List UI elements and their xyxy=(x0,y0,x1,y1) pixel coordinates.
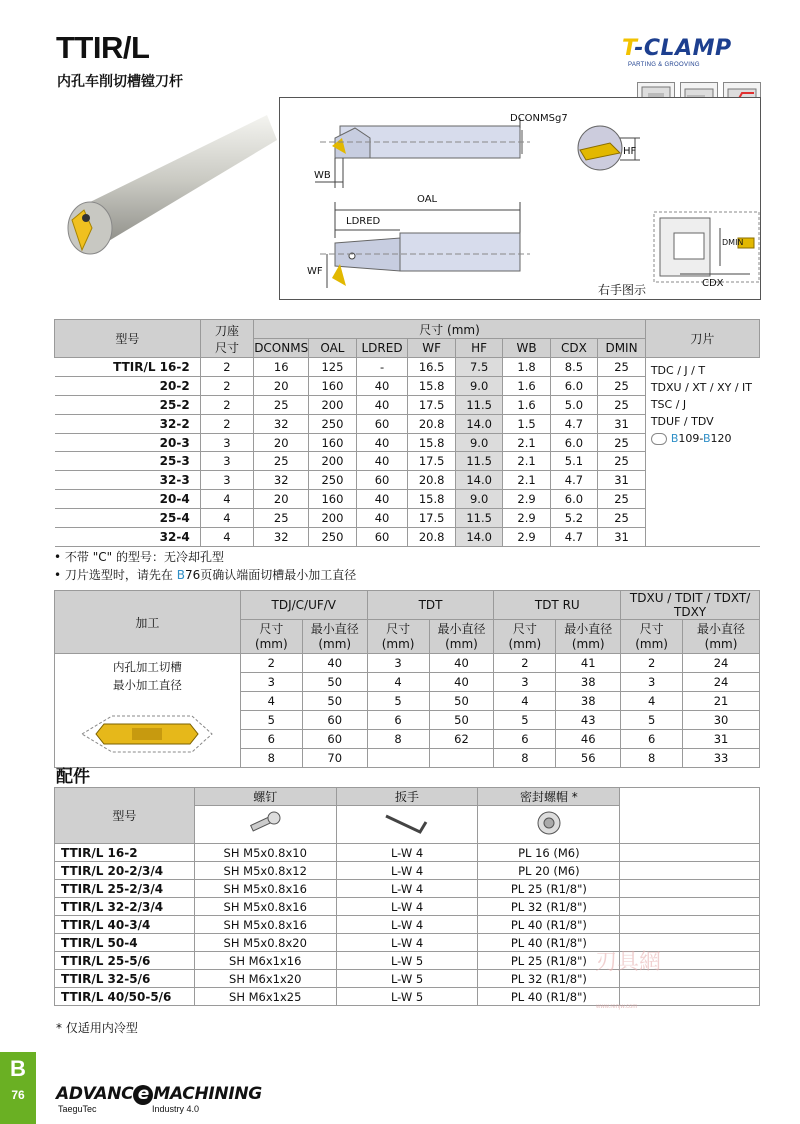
screw-cell: SH M5x0.8x16 xyxy=(194,880,336,898)
plug-cell: PL 40 (R1/8") xyxy=(478,988,620,1006)
proc-cell: 2 xyxy=(494,654,556,673)
dim-cell: 20.8 xyxy=(408,528,455,547)
min-diameter-table xyxy=(54,590,760,768)
dim-cell: 14.0 xyxy=(455,528,502,547)
watermark: 刃具網 xyxy=(595,950,662,975)
dim-cell: 125 xyxy=(309,358,356,377)
h-dmin: DMIN xyxy=(598,339,646,358)
dim-cell: 60 xyxy=(356,414,408,433)
spec-row xyxy=(55,358,760,377)
acc-blank-cell xyxy=(620,898,760,916)
plug-cell: PL 25 (R1/8") xyxy=(478,952,620,970)
acc-blank-cell xyxy=(620,862,760,880)
h-size: 尺寸 (mm) xyxy=(367,620,429,654)
dim-cell: 25 xyxy=(254,452,309,471)
h-group-tdtru: TDT RU xyxy=(494,591,621,620)
proc-cell: 2 xyxy=(240,654,302,673)
screw-cell: SH M5x0.8x16 xyxy=(194,916,336,934)
dim-cell: 25 xyxy=(598,433,646,452)
dim-cell: 7.5 xyxy=(455,358,502,377)
dim-cell: 40 xyxy=(356,376,408,395)
acc-blank-cell xyxy=(620,880,760,898)
proc-cell: 24 xyxy=(683,654,760,673)
acc-blank-cell xyxy=(620,844,760,862)
dim-cell: 16 xyxy=(254,358,309,377)
proc-cell: 30 xyxy=(683,711,760,730)
dim-cell: 40 xyxy=(356,509,408,528)
dim-cell: 40 xyxy=(356,433,408,452)
dim-cell: 25 xyxy=(598,509,646,528)
page-number: 76 xyxy=(11,1088,25,1102)
accessory-row xyxy=(55,898,760,916)
model-cell: 20-2 xyxy=(55,376,201,395)
h-size: 尺寸 (mm) xyxy=(621,620,683,654)
dim-cell: 200 xyxy=(309,509,356,528)
dim-cell: 250 xyxy=(309,414,356,433)
model-cell: 20-3 xyxy=(55,433,201,452)
label-dmin: DMIN xyxy=(722,238,744,247)
h-wrench: 扳手 xyxy=(336,788,478,806)
plug-cell: PL 40 (R1/8") xyxy=(478,916,620,934)
seat-cell: 2 xyxy=(200,358,253,377)
dim-cell: 6.0 xyxy=(550,490,597,509)
plug-cell: PL 40 (R1/8") xyxy=(478,934,620,952)
h-model: 型号 xyxy=(55,320,201,358)
proc-cell: 41 xyxy=(556,654,621,673)
acc-model-cell: TTIR/L 25-5/6 xyxy=(55,952,195,970)
proc-cell: 46 xyxy=(556,730,621,749)
dim-cell: 17.5 xyxy=(408,452,455,471)
screw-cell: SH M5x0.8x10 xyxy=(194,844,336,862)
acc-model-cell: TTIR/L 32-5/6 xyxy=(55,970,195,988)
acc-model-cell: TTIR/L 16-2 xyxy=(55,844,195,862)
dim-cell: 31 xyxy=(598,414,646,433)
h-ldred: LDRED xyxy=(356,339,408,358)
dim-cell: 250 xyxy=(309,528,356,547)
dim-cell: 14.0 xyxy=(455,471,502,490)
accessory-row xyxy=(55,916,760,934)
proc-cell: 40 xyxy=(429,673,494,692)
model-cell: 32-4 xyxy=(55,528,201,547)
h-min-diameter: 最小直径 (mm) xyxy=(683,620,760,654)
dim-cell: - xyxy=(356,358,408,377)
dim-cell: 40 xyxy=(356,395,408,414)
dim-cell: 25 xyxy=(598,490,646,509)
seat-cell: 3 xyxy=(200,433,253,452)
label-wf: WF xyxy=(307,266,323,277)
plug-cell: PL 32 (R1/8") xyxy=(478,970,620,988)
dim-cell: 25 xyxy=(254,509,309,528)
proc-cell: 6 xyxy=(494,730,556,749)
screw-icon xyxy=(194,806,336,844)
dim-cell: 4.7 xyxy=(550,528,597,547)
seat-cell: 4 xyxy=(200,509,253,528)
dim-cell: 4.7 xyxy=(550,471,597,490)
dim-cell: 32 xyxy=(254,414,309,433)
dim-cell: 32 xyxy=(254,471,309,490)
proc-cell: 70 xyxy=(302,749,367,768)
dim-cell: 25 xyxy=(598,395,646,414)
spec-table xyxy=(54,319,760,547)
dim-cell: 20.8 xyxy=(408,414,455,433)
proc-cell: 50 xyxy=(429,692,494,711)
proc-cell: 40 xyxy=(429,654,494,673)
dim-cell: 17.5 xyxy=(408,395,455,414)
dim-cell: 6.0 xyxy=(550,433,597,452)
wrench-cell: L-W 5 xyxy=(336,952,478,970)
proc-cell: 50 xyxy=(302,692,367,711)
magnifier-icon xyxy=(651,433,667,445)
taegutec-text: TaeguTec xyxy=(58,1104,97,1114)
screw-cell: SH M6x1x16 xyxy=(194,952,336,970)
dim-cell: 32 xyxy=(254,528,309,547)
proc-cell: 8 xyxy=(621,749,683,768)
proc-cell: 6 xyxy=(367,711,429,730)
dim-cell: 20.8 xyxy=(408,471,455,490)
proc-cell: 8 xyxy=(494,749,556,768)
proc-cell: 2 xyxy=(621,654,683,673)
wrench-cell: L-W 4 xyxy=(336,880,478,898)
label-wb: WB xyxy=(314,170,331,181)
proc-cell: 4 xyxy=(240,692,302,711)
accessories-title: 配件 xyxy=(56,767,90,787)
dim-cell: 2.9 xyxy=(503,509,550,528)
proc-cell: 60 xyxy=(302,711,367,730)
proc-cell: 3 xyxy=(240,673,302,692)
h-wb: WB xyxy=(503,339,550,358)
h-group-tdt: TDT xyxy=(367,591,494,620)
proc-cell: 33 xyxy=(683,749,760,768)
h-min-diameter: 最小直径 (mm) xyxy=(429,620,494,654)
h-group-tdj: TDJ/C/UF/V xyxy=(240,591,367,620)
note-coolant: • 不带 "C" 的型号：无冷却孔型 xyxy=(54,550,224,564)
h-min-diameter: 最小直径 (mm) xyxy=(556,620,621,654)
proc-cell: 50 xyxy=(302,673,367,692)
proc-cell: 5 xyxy=(494,711,556,730)
dim-cell: 160 xyxy=(309,433,356,452)
proc-cell: 43 xyxy=(556,711,621,730)
model-cell: 25-2 xyxy=(55,395,201,414)
seat-cell: 3 xyxy=(200,471,253,490)
dim-cell: 2.9 xyxy=(503,528,550,547)
h-min-diameter: 最小直径 (mm) xyxy=(302,620,367,654)
dim-cell: 8.5 xyxy=(550,358,597,377)
drawing-caption: 右手图示 xyxy=(598,283,647,297)
dim-cell: 2.9 xyxy=(503,490,550,509)
watermark-url: www.renjw.com xyxy=(596,1004,638,1010)
dim-cell: 2.1 xyxy=(503,433,550,452)
plug-cell: PL 20 (M6) xyxy=(478,862,620,880)
dim-cell: 31 xyxy=(598,471,646,490)
seat-cell: 2 xyxy=(200,414,253,433)
dim-cell: 17.5 xyxy=(408,509,455,528)
h-acc-model: 型号 xyxy=(55,788,195,844)
wrench-cell: L-W 5 xyxy=(336,988,478,1006)
proc-cell: 6 xyxy=(240,730,302,749)
model-cell: 32-2 xyxy=(55,414,201,433)
proc-cell: 62 xyxy=(429,730,494,749)
h-screw: 螺钉 xyxy=(194,788,336,806)
dim-cell: 9.0 xyxy=(455,376,502,395)
dim-cell: 11.5 xyxy=(455,509,502,528)
proc-cell: 31 xyxy=(683,730,760,749)
dim-cell: 20 xyxy=(254,490,309,509)
dim-cell: 15.8 xyxy=(408,490,455,509)
proc-cell: 5 xyxy=(240,711,302,730)
acc-blank-cell xyxy=(620,988,760,1006)
label-hf: HF xyxy=(623,146,637,157)
wrench-icon xyxy=(336,806,478,844)
dim-cell: 200 xyxy=(309,395,356,414)
proc-cell: 4 xyxy=(494,692,556,711)
proc-cell: 4 xyxy=(621,692,683,711)
h-process: 加工 xyxy=(55,591,241,654)
accessory-row xyxy=(55,880,760,898)
seat-cell: 2 xyxy=(200,395,253,414)
industry-text: Industry 4.0 xyxy=(152,1104,200,1114)
proc-cell: 60 xyxy=(302,730,367,749)
seat-cell: 3 xyxy=(200,452,253,471)
accessory-row xyxy=(55,844,760,862)
acc-model-cell: TTIR/L 40-3/4 xyxy=(55,916,195,934)
accessory-row xyxy=(55,988,760,1006)
proc-cell: 38 xyxy=(556,692,621,711)
section-tab: B 76 xyxy=(0,1052,36,1124)
wrench-cell: L-W 4 xyxy=(336,898,478,916)
dim-cell: 1.6 xyxy=(503,395,550,414)
proc-cell: 5 xyxy=(621,711,683,730)
model-cell: 25-4 xyxy=(55,509,201,528)
dim-cell: 25 xyxy=(598,358,646,377)
proc-cell: 8 xyxy=(367,730,429,749)
proc-cell: 56 xyxy=(556,749,621,768)
dim-cell: 11.5 xyxy=(455,452,502,471)
acc-blank xyxy=(620,788,760,844)
dim-cell: 2.1 xyxy=(503,452,550,471)
model-cell: 32-3 xyxy=(55,471,201,490)
h-cdx: CDX xyxy=(550,339,597,358)
seat-cell: 2 xyxy=(200,376,253,395)
proc-cell: 8 xyxy=(240,749,302,768)
acc-model-cell: TTIR/L 50-4 xyxy=(55,934,195,952)
label-cdx: CDX xyxy=(702,278,724,289)
dim-cell: 9.0 xyxy=(455,490,502,509)
proc-row xyxy=(55,654,760,673)
dim-cell: 14.0 xyxy=(455,414,502,433)
label-ldred: LDRED xyxy=(346,216,381,227)
dim-cell: 40 xyxy=(356,490,408,509)
h-size: 尺寸 (mm) xyxy=(240,620,302,654)
h-hf: HF xyxy=(455,339,502,358)
plug-cell: PL 16 (M6) xyxy=(478,844,620,862)
proc-cell: 21 xyxy=(683,692,760,711)
model-cell: 25-3 xyxy=(55,452,201,471)
dim-cell: 25 xyxy=(254,395,309,414)
dim-cell: 200 xyxy=(309,452,356,471)
dim-cell: 60 xyxy=(356,528,408,547)
wrench-cell: L-W 4 xyxy=(336,934,478,952)
dim-cell: 160 xyxy=(309,490,356,509)
dim-cell: 250 xyxy=(309,471,356,490)
screw-cell: SH M6x1x25 xyxy=(194,988,336,1006)
plug-icon xyxy=(478,806,620,844)
proc-cell: 6 xyxy=(621,730,683,749)
dim-cell: 4.7 xyxy=(550,414,597,433)
dim-cell: 2.1 xyxy=(503,471,550,490)
screw-cell: SH M5x0.8x12 xyxy=(194,862,336,880)
h-plug: 密封螺帽 * xyxy=(478,788,620,806)
note-insert-selection: • 刀片选型时，请先在 B76页确认端面切槽最小加工直径 xyxy=(54,568,357,582)
dim-cell: 31 xyxy=(598,528,646,547)
dim-cell: 1.6 xyxy=(503,376,550,395)
screw-cell: SH M5x0.8x20 xyxy=(194,934,336,952)
plug-cell: PL 25 (R1/8") xyxy=(478,880,620,898)
dim-cell: 15.8 xyxy=(408,433,455,452)
screw-cell: SH M5x0.8x16 xyxy=(194,898,336,916)
dim-cell: 25 xyxy=(598,376,646,395)
dim-cell: 1.5 xyxy=(503,414,550,433)
boring-bar-photo xyxy=(52,100,277,300)
proc-cell: 5 xyxy=(367,692,429,711)
page-title: TTIR/L xyxy=(56,30,150,65)
dim-cell: 1.8 xyxy=(503,358,550,377)
grooving-insert-illustration xyxy=(55,704,240,767)
proc-cell xyxy=(429,749,494,768)
acc-model-cell: TTIR/L 40/50-5/6 xyxy=(55,988,195,1006)
label-dconms: DCONMSg7 xyxy=(510,113,568,124)
h-wf: WF xyxy=(408,339,455,358)
h-group-tdxu: TDXU / TDIT / TDXT/ TDXY xyxy=(621,591,760,620)
proc-cell: 4 xyxy=(367,673,429,692)
acc-model-cell: TTIR/L 20-2/3/4 xyxy=(55,862,195,880)
model-cell: TTIR/L 16-2 xyxy=(55,358,201,377)
wrench-cell: L-W 4 xyxy=(336,862,478,880)
h-size: 尺寸 (mm) xyxy=(494,620,556,654)
h-dconms: DCONMS xyxy=(254,339,309,358)
acc-model-cell: TTIR/L 25-2/3/4 xyxy=(55,880,195,898)
insert-cell: TDC / J / T TDXU / XT / XY / IT TSC / J TDUF / TDV B109-B120 xyxy=(645,358,759,547)
dim-cell: 6.0 xyxy=(550,376,597,395)
insert-page-ref: B109-B120 xyxy=(651,430,760,447)
dim-cell: 20 xyxy=(254,376,309,395)
seat-cell: 4 xyxy=(200,490,253,509)
advance-machining-logo: ADVANC e MACHINING xyxy=(56,1084,262,1104)
t-clamp-logo: T-CLAMP PARTING & GROOVING xyxy=(622,36,732,68)
proc-cell: 40 xyxy=(302,654,367,673)
dim-cell: 9.0 xyxy=(455,433,502,452)
dim-cell: 40 xyxy=(356,452,408,471)
technical-drawing xyxy=(279,97,761,300)
seat-cell: 4 xyxy=(200,528,253,547)
screw-cell: SH M6x1x20 xyxy=(194,970,336,988)
h-seat: 刀座尺寸 xyxy=(200,320,253,358)
dim-cell: 11.5 xyxy=(455,395,502,414)
proc-cell: 38 xyxy=(556,673,621,692)
model-cell: 20-4 xyxy=(55,490,201,509)
dim-cell: 5.2 xyxy=(550,509,597,528)
dim-cell: 20 xyxy=(254,433,309,452)
proc-cell: 3 xyxy=(494,673,556,692)
dim-cell: 5.0 xyxy=(550,395,597,414)
h-oal: OAL xyxy=(309,339,356,358)
proc-cell: 3 xyxy=(621,673,683,692)
proc-cell: 24 xyxy=(683,673,760,692)
dim-cell: 16.5 xyxy=(408,358,455,377)
plug-cell: PL 32 (R1/8") xyxy=(478,898,620,916)
dim-cell: 5.1 xyxy=(550,452,597,471)
h-insert: 刀片 xyxy=(645,320,759,358)
page-subtitle: 内孔车削切槽镗刀杆 xyxy=(57,74,183,90)
label-oal: OAL xyxy=(417,194,438,205)
proc-cell: 3 xyxy=(367,654,429,673)
footnote: * 仅适用内冷型 xyxy=(56,1021,138,1035)
h-dims: 尺寸 (mm) xyxy=(254,320,646,339)
acc-blank-cell xyxy=(620,916,760,934)
wrench-cell: L-W 4 xyxy=(336,844,478,862)
dim-cell: 25 xyxy=(598,452,646,471)
dim-cell: 160 xyxy=(309,376,356,395)
process-label-cell: 内孔加工切槽 最小加工直径 xyxy=(55,654,241,768)
dim-cell: 60 xyxy=(356,471,408,490)
accessory-row xyxy=(55,862,760,880)
wrench-cell: L-W 5 xyxy=(336,970,478,988)
proc-cell xyxy=(367,749,429,768)
proc-cell: 50 xyxy=(429,711,494,730)
wrench-cell: L-W 4 xyxy=(336,916,478,934)
dim-cell: 15.8 xyxy=(408,376,455,395)
acc-model-cell: TTIR/L 32-2/3/4 xyxy=(55,898,195,916)
